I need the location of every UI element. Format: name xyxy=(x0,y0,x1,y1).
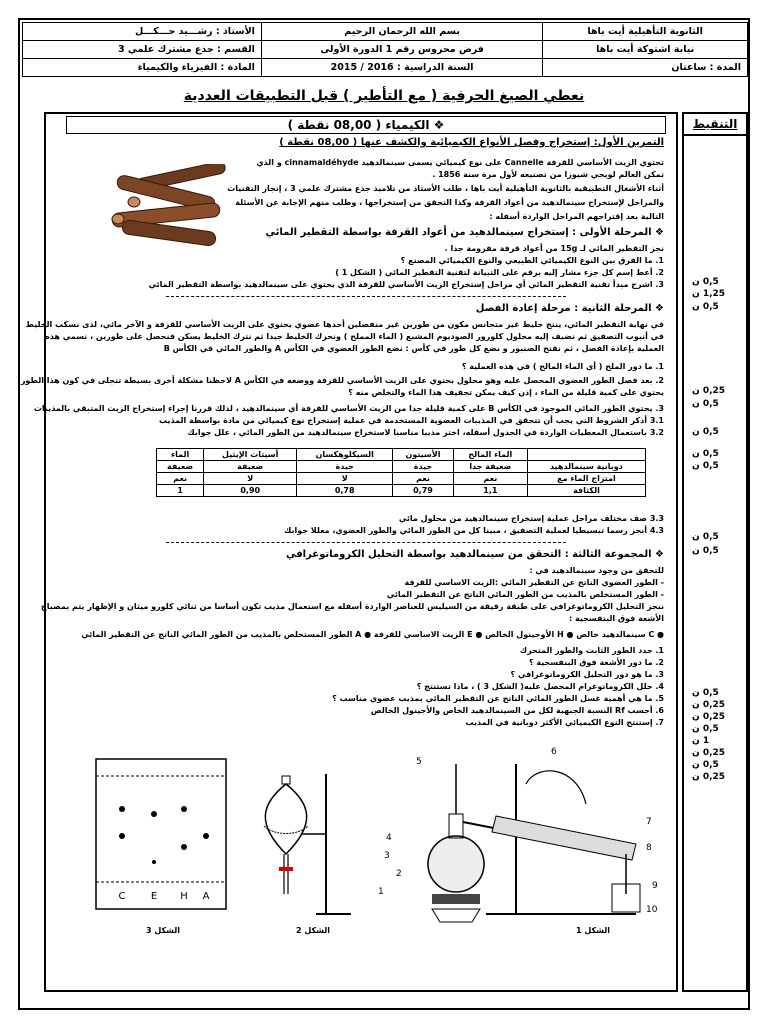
exercise-1-title: التمرين الأول: إستخراج وفصل الأنواع الكيميائية والكشف عنها ( 08,00 نقطة ) xyxy=(279,137,664,148)
question: 3.3 صف مختلف مراحل عملية إستخراج سينمالدهيد من محلول مائي xyxy=(398,514,664,523)
directorate: نيابة اشتوكة أيت باها xyxy=(543,41,748,59)
table-cell: ضعيفة xyxy=(157,461,204,473)
class-name: القسم : جذع مشترك علمي 3 xyxy=(23,41,262,59)
phase-1-title: ❖ المرحلة الأولى : إستخراج سينمالدهيد من أعواد القرفة بواسطة التقطير المائي xyxy=(265,227,664,238)
table-header: الماء المالح xyxy=(453,449,527,461)
header-table xyxy=(22,22,748,77)
spot-label: C xyxy=(118,891,126,902)
grade-value: 0,5 ن xyxy=(692,532,719,542)
table-header: أسيتات الإيثيل xyxy=(204,449,297,461)
grade-value: 1 ن xyxy=(692,736,710,746)
table-cell: نعم xyxy=(453,473,527,485)
exam-duration: المدة : ساعتان xyxy=(543,59,748,77)
grade-value: 0,5 ن xyxy=(692,399,719,409)
question: 2. ما دور الأشعة فوق البنفسجية ؟ xyxy=(528,658,664,667)
table-row-label: الكثافة xyxy=(527,485,645,497)
table-header: الماء xyxy=(157,449,204,461)
legend: ● C سينمالدهيد خالص ● H الأوجينول الخالص ● E الزيت الاساسي للقرفة ● A الطور المستخلص بالمذيب من الطور المائي الناتج عن التقطير المائي xyxy=(81,630,664,639)
table-cell: ضعيفة xyxy=(204,461,297,473)
part-label: 8 xyxy=(646,843,652,853)
figure-2-caption: الشكل 2 xyxy=(296,926,331,935)
question: 1. ما الفرق بين النوع الكيميائي الطبيعي والنوع الكيميائي المصنع ؟ xyxy=(400,256,664,265)
spot-label: A xyxy=(202,891,210,902)
question: 2. بعد فصل الطور العضوي المحصل عليه وهو محلول يحتوي على الزيت الأساسي للقرفة ووضعه في الكأس A لاحظنا مشكلة أخرى بسيطة تتجلى في كون هذا الطور xyxy=(20,376,664,385)
phase-2-intro: في أنبوب التصفيق ثم نضيف إليه محلول كلورور الصوديوم المشبع ( الماء المملح ) ونحرك الخليط جيدا ثم نترك الخليط يسكن فنحصل على طورين ، نسمي هذه xyxy=(45,332,664,341)
chromatogram-figure xyxy=(86,754,236,924)
grade-value: 1,25 ن xyxy=(692,289,726,299)
grade-value: 0,5 ن xyxy=(692,546,719,556)
question: 4.3 أنجز رسما تبسيطيا لعملية التصفيق ، مبينا كل من الطور المائي والطور العضوي، معللا جوابك xyxy=(284,526,664,535)
phase-3-intro: ننجز التحليل الكروماتوغرافي على طبقة رقيقة من السيليس للعناصر الواردة أسفله مع استعمال مذيب تكون أساسا من ثنائي كلورو ميثان و الإظهار يتم بمصباح xyxy=(40,602,664,611)
question: 1. ما دور الملح ( أي الماء المالح ) في هذه العملية ؟ xyxy=(461,362,664,371)
intro-line: تحتوي الزيت الأساسي للقرفة Cannelle على نوع كيميائي يسمى سينمالدهيد cinnamaldéhyde و الذي xyxy=(256,158,664,167)
grade-value: 0,25 ن xyxy=(692,772,726,782)
part-label: 4 xyxy=(386,833,392,843)
steam-distillation-figure xyxy=(376,744,666,929)
phase-3-title: ❖ المجموعة الثالثة : التحقق من سينمالدهيد بواسطة التحليل الكروماتوغرافي xyxy=(285,549,664,560)
phase-2-intro: العملية بإعادة الفصل ، ثم نفتح الصنبور و نضع كل طور في كأس : نضع الطور العضوي في الكأس A والطور المائي في الكأس B xyxy=(163,344,664,353)
part-label: 3 xyxy=(384,851,390,861)
part-label: 7 xyxy=(646,817,652,827)
question: 3. اشرح مبدأ تقنية التقطير المائي أي مراحل إستخراج الزيت الأساسي للقرفة الذي يحتوي على سينمالدهيد بواسطة التقطير المائي xyxy=(148,280,664,289)
table-row-label: دوبانية سينمالدهيد xyxy=(527,461,645,473)
instructions-banner: نعطي الصيغ الحرفية ( مع التأطير ) قبل التطبيقات العددية xyxy=(183,88,585,104)
solvent-table xyxy=(156,448,646,497)
question: 1. حدد الطور الثابت والطور المتحرك xyxy=(519,646,664,655)
grade-value: 0,25 ن xyxy=(692,748,726,758)
part-label: 10 xyxy=(646,905,658,915)
part-label: 9 xyxy=(652,881,658,891)
table-cell: 0,90 xyxy=(204,485,297,497)
bismillah: بسم الله الرحمان الرحيم xyxy=(261,23,542,41)
figure-3-caption: الشكل 3 xyxy=(146,926,181,935)
grade-value: 0,5 ن xyxy=(692,724,719,734)
grade-value: 0,25 ن xyxy=(692,700,726,710)
intro-line: التالية بعد إقتراحهم المراحل الواردة أسفله : xyxy=(489,212,664,221)
phase-2-intro: في نهاية التقطير المائي، ينتج خليط غير متجانس مكون من طورين غير منفصلين أحدها عضوي يحتوي على الزيت الأساسي للقرفة و الآخر مائي، لذى نسكب الخليط xyxy=(25,320,664,329)
teacher-name: الأستاذ : رشـــيد حـــكـــل xyxy=(23,23,262,41)
intro-line: والمراحل لإستخراج سينمالدهيد من أعواد القرفة وكذا التحقق من إستخراجها ، وطلب منهم الإجابة عن الأسئلة xyxy=(235,198,664,207)
phase-3-intro: الأشعة فوق البنفسجية : xyxy=(569,614,664,623)
question: 7. إستنتج النوع الكيميائي الأكثر دوبانية في المذيب xyxy=(465,718,664,727)
question: 3. يحتوي الطور المائي الموجود في الكأس B على كمية قليلة جدا من الزيت الأساسي للقرفة أي سينمالدهيد ، لذلك قررنا إجراء إستخراج الزيت المتبقي بالمذيبات xyxy=(33,404,664,413)
spot-label: H xyxy=(180,891,188,902)
grade-value: 0,5 ن xyxy=(692,688,719,698)
grade-value: 0,5 ن xyxy=(692,302,719,312)
grade-value: 0,5 ن xyxy=(692,427,719,437)
question: 3.2 باستعمال المعطيات الواردة في الجدول أسفله، اختر مذيبا مناسبا لاستخراج سينمالدهيد من الطور المائي ، علل جوابك xyxy=(187,428,664,437)
part-label: 1 xyxy=(378,887,384,897)
phase-1-intro: نجز التقطير المائي لـ 15g من أعواد قرفة مفرومة جدا . xyxy=(444,244,664,253)
cinnamon-sticks-image xyxy=(106,164,232,250)
table-cell: نعم xyxy=(393,473,454,485)
subject-name: المادة : الفيزياء والكيمياء xyxy=(23,59,262,77)
table-cell: جيدة xyxy=(297,461,393,473)
phase-3-intro: - الطور المستخلص بالمذيب من الطور المائي الناتج عن التقطير المائي xyxy=(386,590,664,599)
question: يحتوي على كمية قليلة من الماء ، إذن كيف يمكن تجفيف هذا الماء والتخلص منه ؟ xyxy=(348,388,664,397)
table-cell: ضعيفة جدا xyxy=(453,461,527,473)
grade-value: 0,5 ن xyxy=(692,760,719,770)
part-label: 5 xyxy=(416,757,422,767)
phase-3-intro: - الطور العضوي الناتج عن التقطير المائي :الزيت الاساسي للقرفة xyxy=(404,578,664,587)
chemistry-title: ❖ الكيمياء ( 08,00 نقطة ) xyxy=(66,116,666,134)
school-year: السنة الدراسية : 2016 / 2015 xyxy=(261,59,542,77)
grading-column xyxy=(682,112,748,992)
figure-1-caption: الشكل 1 xyxy=(576,926,611,935)
table-cell: 0,78 xyxy=(297,485,393,497)
separator xyxy=(166,296,566,297)
spot-label: E xyxy=(150,891,158,902)
chemistry-section xyxy=(20,112,678,992)
table-cell: لا xyxy=(297,473,393,485)
phase-3-intro: للتحقق من وجود سينمالدهيد في : xyxy=(529,566,664,575)
table-cell: 1,1 xyxy=(453,485,527,497)
grade-value: 0,25 ن xyxy=(692,712,726,722)
intro-line: أثناء الأشغال التطبيقية بالثانوية التأهيلية أيت باها ، طلب الأستاذ من تلاميذ جذع مشترك علمي 3 ، إنجاز التقنيات xyxy=(227,184,664,193)
part-label: 2 xyxy=(396,869,402,879)
intro-line: تمكن العالم لويجي شيوزا من تصنيعه لأول مرة سنة 1856 . xyxy=(432,170,664,179)
grade-value: 0,25 ن xyxy=(692,386,726,396)
question: 5. ما هي أهمية غسل الطور المائي الناتج عن التقطير المائي بمذيب عضوي مناسب ؟ xyxy=(332,694,664,703)
grade-value: 0,5 ن xyxy=(692,449,719,459)
part-label: 6 xyxy=(551,747,557,757)
table-row-label: امتزاج الماء مع xyxy=(527,473,645,485)
question: 6. أحسب Rf النسبة الجبهية لكل من السينمالدهيد الخاص والأجينول الخالص xyxy=(370,706,664,715)
question: 4. حلل الكروماتوغرام المحصل عليه( الشكل 3 ) ، ماذا تستنتج ؟ xyxy=(416,682,664,691)
exam-title: فرض محروس رقم 1 الدورة الأولى xyxy=(261,41,542,59)
table-header: السيكلوهكسان xyxy=(297,449,393,461)
table-cell: نعم xyxy=(157,473,204,485)
exam-sheet xyxy=(18,18,750,1010)
grade-value: 0,5 ن xyxy=(692,461,719,471)
table-header: الأسيتون xyxy=(393,449,454,461)
separatory-funnel-figure xyxy=(246,764,356,924)
question: 3. ما هو دور التحليل الكروماتوغرافي ؟ xyxy=(510,670,664,679)
grading-header: التنقيط xyxy=(684,114,746,136)
question: 3.1 أذكر الشروط التي يجب أن تتحقق في المذيبات العضوية المستخدمة في عملية إستخراج نوع كيميائي من مادة بواسطة المذيب xyxy=(159,416,664,425)
table-cell: لا xyxy=(204,473,297,485)
separator xyxy=(166,542,566,543)
table-cell: 1 xyxy=(157,485,204,497)
table-cell: جيدة xyxy=(393,461,454,473)
table-cell: 0,79 xyxy=(393,485,454,497)
phase-2-title: ❖ المرحلة الثانية : مرحلة إعادة الفصل xyxy=(475,303,664,314)
question: 2. أعط إسم كل جزء مشار إليه برقم على التبيانة لتقنية التقطير المائي ( الشكل 1 ) xyxy=(335,268,664,277)
grade-value: 0,5 ن xyxy=(692,277,719,287)
school-name: الثانوية التأهيلية أيت باها xyxy=(543,23,748,41)
